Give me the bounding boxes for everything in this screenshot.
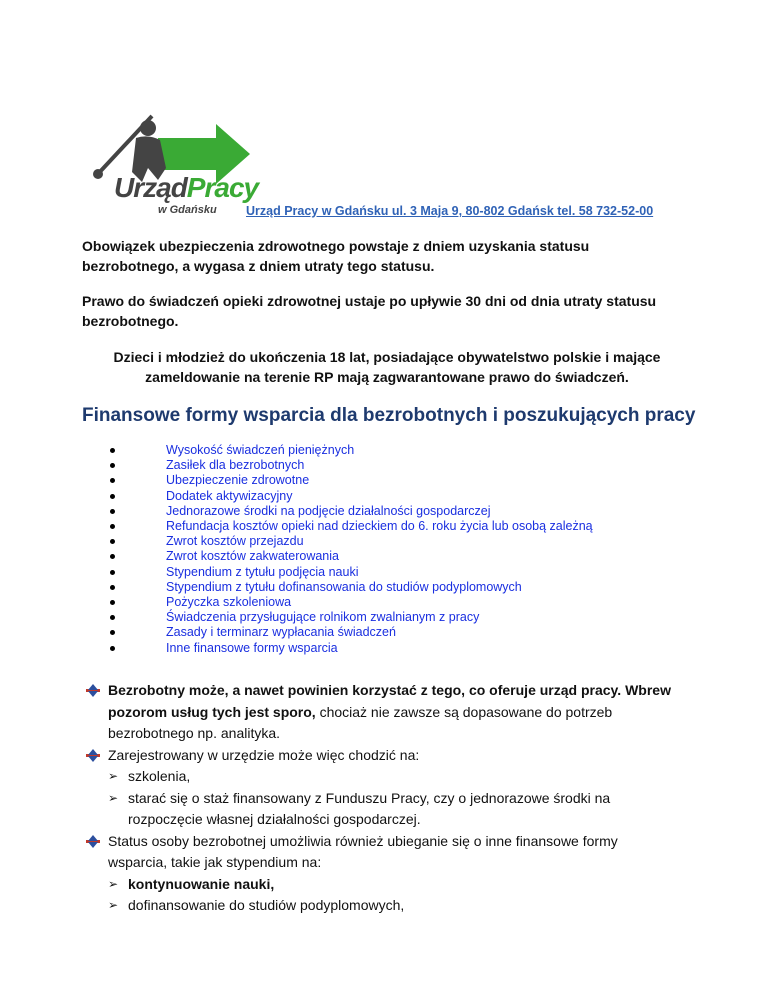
- paragraph-rights-end: Prawo do świadczeń opieki zdrowotnej ustaje po upływie 30 dni od dnia utraty statusu bezrobotnego.: [82, 293, 657, 329]
- arrowhead-bullet-icon: ➢: [108, 876, 119, 891]
- list-item[interactable]: Refundacja kosztów opieki nad dzieckiem do 6. roku życia lub osobą zależną: [110, 519, 593, 534]
- urzad-pracy-logo: [88, 110, 259, 222]
- list-item[interactable]: Dodatek aktywizacyjny: [110, 489, 593, 504]
- bullet-icon: [110, 448, 115, 453]
- list-item[interactable]: Pożyczka szkoleniowa: [110, 595, 593, 610]
- body-block-2: Zarejestrowany w urzędzie może więc chodzić na:: [82, 745, 722, 767]
- logo-word-pracy: Pracy: [186, 172, 259, 203]
- bullet-icon: [110, 615, 115, 620]
- list-item[interactable]: Zwrot kosztów zakwaterowania: [110, 549, 593, 564]
- list-item[interactable]: Świadczenia przysługujące rolnikom zwalnianym z pracy: [110, 610, 593, 625]
- arrowhead-bullet-icon: ➢: [108, 898, 119, 912]
- list-item[interactable]: Inne finansowe formy wsparcia: [110, 641, 593, 656]
- body-block-1: Bezrobotny może, a nawet powinien korzystać z tego, co oferuje urząd pracy. Wbrew pozorom usług tych jest sporo, chociaż nie zawsze są dopasowane do potrzeb bezrobotnego np. analityka.: [82, 680, 722, 745]
- arrowhead-bullet-icon: ➢: [108, 790, 119, 805]
- sub-item: ➢ szkolenia,: [82, 766, 722, 788]
- bullet-icon: [110, 570, 115, 575]
- bullet-icon: [110, 554, 115, 559]
- body-block-3: Status osoby bezrobotnej umożliwia również ubieganie się o inne finansowe formy wsparcia, takie jak stypendium na:: [82, 831, 722, 874]
- list-item[interactable]: Zwrot kosztów przejazdu: [110, 534, 593, 549]
- list-item[interactable]: Ubezpieczenie zdrowotne: [110, 473, 593, 488]
- bullet-icon: [110, 646, 115, 651]
- bullet-icon: [110, 463, 115, 468]
- bullet-icon: [110, 478, 115, 483]
- section-heading: Finansowe formy wsparcia dla bezrobotnych i poszukujących pracy: [82, 405, 696, 426]
- sub-item: ➢ kontynuowanie nauki,: [82, 874, 722, 896]
- list-item[interactable]: Stypendium z tytułu podjęcia nauki: [110, 565, 593, 580]
- list-item[interactable]: Stypendium z tytułu dofinansowania do studiów podyplomowych: [110, 580, 593, 595]
- list-item[interactable]: Zasady i terminarz wypłacania świadczeń: [110, 625, 593, 640]
- bullet-icon: [110, 509, 115, 514]
- list-item[interactable]: Zasiłek dla bezrobotnych: [110, 458, 593, 473]
- down-arrow-bullet-icon: [86, 835, 100, 848]
- bullet-icon: [110, 524, 115, 529]
- logo-word-urzad: Urząd: [114, 172, 187, 203]
- list-item[interactable]: Jednorazowe środki na podjęcie działalności gospodarczej: [110, 504, 593, 519]
- address-contact-link[interactable]: Urząd Pracy w Gdańsku ul. 3 Maja 9, 80-802 Gdańsk tel. 58 732-52-00: [246, 204, 654, 218]
- down-arrow-bullet-icon: [86, 684, 100, 697]
- logo-subtitle: w Gdańsku: [158, 204, 217, 216]
- bullet-icon: [110, 539, 115, 544]
- arrowhead-bullet-icon: ➢: [108, 769, 119, 783]
- paragraph-children-rights: Dzieci i młodzież do ukończenia 18 lat, posiadające obywatelstwo polskie i mające zameldowanie na terenie RP mają zagwarantowane prawo do świadczeń.: [113, 349, 661, 385]
- paragraph-insurance-start: Obowiązek ubezpieczenia zdrowotnego powstaje z dniem uzyskania statusu bezrobotnego, a wygasa z dniem utraty tego statusu.: [82, 238, 590, 274]
- bullet-icon: [110, 630, 115, 635]
- body-text: [82, 680, 722, 917]
- down-arrow-bullet-icon: [86, 749, 100, 762]
- bullet-icon: [110, 494, 115, 499]
- list-item[interactable]: Wysokość świadczeń pieniężnych: [110, 443, 593, 458]
- sub-item: ➢ starać się o staż finansowany z Funduszu Pracy, czy o jednorazowe środki na rozpoczęcie własnej działalności gospodarczej.: [108, 789, 611, 827]
- support-links-list: [110, 443, 593, 656]
- bullet-icon: [110, 585, 115, 590]
- sub-item: ➢ dofinansowanie do studiów podyplomowych,: [82, 895, 722, 917]
- bullet-icon: [110, 600, 115, 605]
